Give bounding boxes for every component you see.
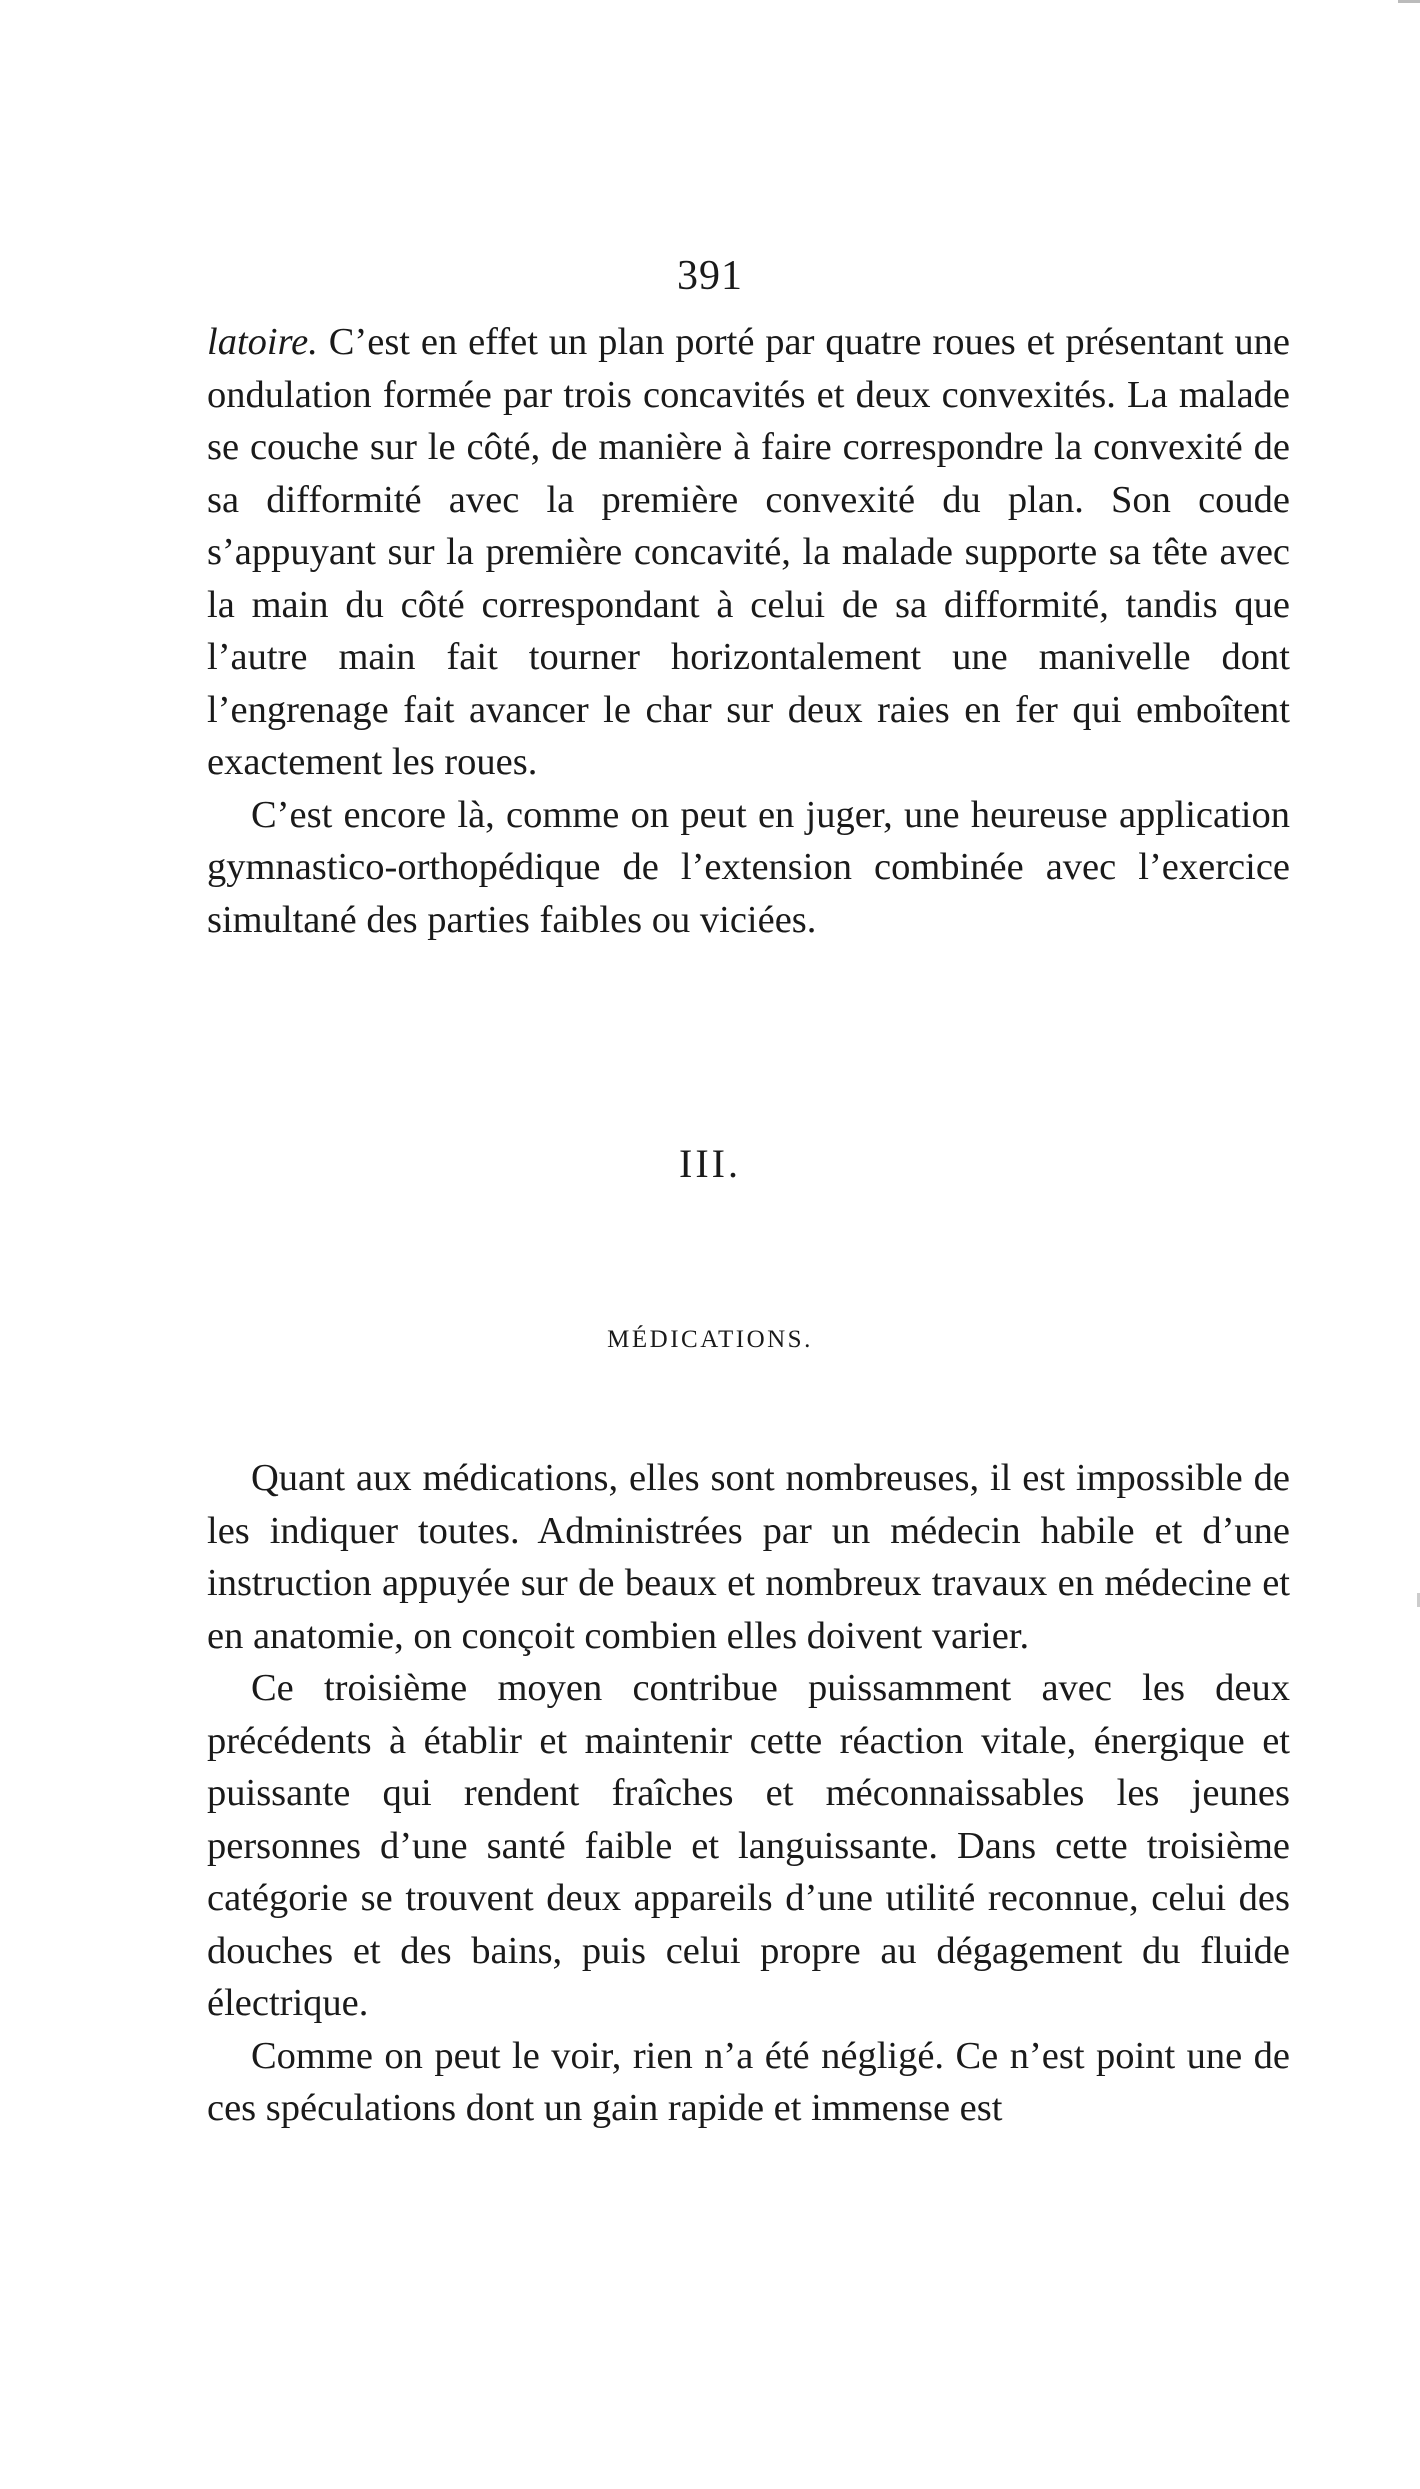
scan-edge-mark <box>1398 0 1420 3</box>
paragraph-text: C’est en effet un plan porté par quatre roues et présentant une ondulation formée par trois concavités et deux convexités. La malade se couche sur le côté, de manière à faire correspondre la convexité de sa difformité avec la première convexité du plan. Son coude s’appuyant sur la première concavité, la malade supporte sa tête avec la main du côté correspondant à celui de sa difformité, tandis que l’autre main fait tourner horizontalement une manivelle dont l’engrenage fait avancer le char sur deux raies en fer qui emboîtent exactement les roues. <box>207 321 1290 783</box>
paragraph-lead-italic: latoire. <box>207 321 318 363</box>
paragraph: Quant aux médications, elles sont nombreuses, il est impossible de les indiquer toutes. Administrées par un médecin habile et d’une instruction appuyée sur de beaux et nombreux travaux en médecine et en anatomie, on conçoit combien elles doivent varier. <box>207 1457 1290 1657</box>
section-number: III. <box>679 1141 741 1186</box>
paragraph: C’est encore là, comme on peut en juger, une heureuse application gymnastico-orthopédique de l’extension combinée avec l’exercice simultané des parties faibles ou viciées. <box>207 793 1290 941</box>
paragraph: Comme on peut le voir, rien n’a été négligé. Ce n’est point une de ces spéculations dont un gain rapide et immense est <box>207 2034 1290 2129</box>
section-title: MÉDICATIONS. <box>607 1326 813 1353</box>
paragraph: Ce troisième moyen contribue puissamment avec les deux précédents à établir et maintenir cette réaction vitale, énergique et puissante qui rendent fraîches et méconnaissables les jeunes personnes d’une santé faible et languissante. Dans cette troisième catégorie se trouvent deux appareils d’une utilité reconnue, celui des douches et des bains, puis celui propre au dégagement du fluide électrique. <box>207 1667 1290 2024</box>
paragraph <box>207 316 1290 789</box>
page-number: 391 <box>677 253 743 299</box>
text-block-top <box>207 316 1290 946</box>
text-block-bottom <box>207 1452 1290 2135</box>
